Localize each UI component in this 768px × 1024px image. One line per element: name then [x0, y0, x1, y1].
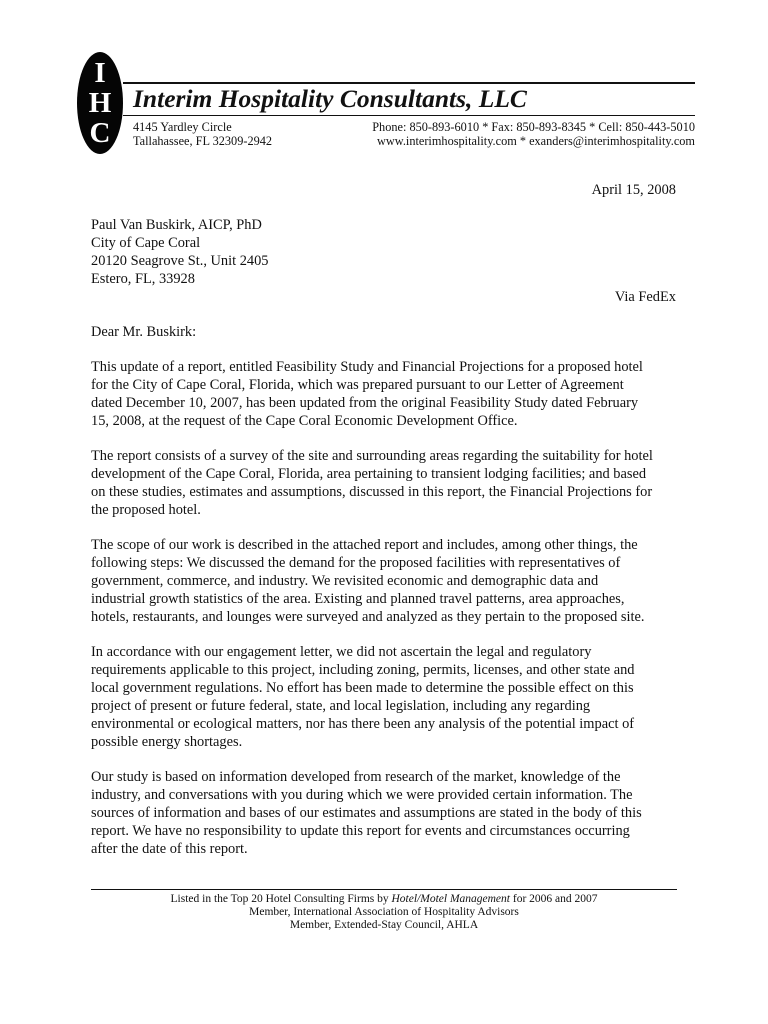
- header-bottom-rule: [123, 115, 695, 116]
- salutation: Dear Mr. Buskirk:: [91, 324, 197, 340]
- recipient-address: [91, 216, 691, 288]
- paragraph-line: following steps: We discussed the demand for the proposed facilities with representatives of: [91, 555, 621, 571]
- footer-ranking-prefix: Listed in the Top 20 Hotel Consulting Firms by: [170, 893, 392, 905]
- footer: [91, 893, 677, 932]
- contact-line-web: www.interimhospitality.com * exanders@interimhospitality.com: [376, 134, 695, 148]
- paragraph-line: Our study is based on information developed from research of the market, knowledge of the: [91, 769, 621, 785]
- address-line-1: 4145 Yardley Circle: [133, 120, 232, 134]
- paragraph-line: possible energy shortages.: [91, 734, 243, 750]
- paragraph-line: This update of a report, entitled Feasibility Study and Financial Projections for a proposed hotel: [91, 359, 643, 375]
- paragraph-line: local government regulations. No effort has been made to determine the possible effect on this: [91, 680, 634, 696]
- paragraph-line: industry, and conversations with you during which we were provided certain information. The: [91, 787, 633, 803]
- paragraph-line: project of present or future federal, state, and local legislation, including any regarding: [91, 698, 591, 714]
- paragraph-line: dated December 10, 2007, has been updated from the original Feasibility Study dated February: [91, 395, 639, 411]
- paragraph-line: industrial growth statistics of the area. Existing and planned travel patterns, area approaches,: [91, 591, 625, 607]
- address-line-2: Tallahassee, FL 32309-2942: [133, 134, 273, 148]
- footer-publication-name: Hotel/Motel Management: [391, 893, 510, 905]
- footer-line-membership-2: Member, Extended-Stay Council, AHLA: [289, 919, 479, 931]
- paragraph-line: sources of information and bases of our estimates and assumptions are stated in the body of this: [91, 805, 642, 821]
- recipient-line: City of Cape Coral: [91, 235, 201, 251]
- company-logo: [77, 52, 123, 154]
- paragraph-line: The scope of our work is described in the attached report and includes, among other things, the: [91, 537, 638, 553]
- contact-line-phone: Phone: 850-893-6010 * Fax: 850-893-8345 * Cell: 850-443-5010: [372, 120, 695, 134]
- letter-date: April 15, 2008: [591, 182, 676, 198]
- footer-line-ranking: [91, 893, 677, 906]
- body-paragraph-1: [91, 358, 691, 430]
- paragraph-line: for the City of Cape Coral, Florida, which was prepared pursuant to our Letter of Agreement: [91, 377, 624, 393]
- paragraph-line: hotels, restaurants, and lounges were surveyed and analyzed as they pertain to the proposed site.: [91, 609, 645, 625]
- recipient-line: Paul Van Buskirk, AICP, PhD: [91, 217, 262, 233]
- logo-letter-h: H: [88, 87, 112, 119]
- recipient-line: Estero, FL, 33928: [91, 271, 195, 287]
- paragraph-line: environmental or ecological matters, nor has there been any analysis of the potential impact of: [91, 716, 635, 732]
- paragraph-line: In accordance with our engagement letter, we did not ascertain the legal and regulatory: [91, 644, 592, 660]
- paragraph-line: on these studies, estimates and assumptions, discussed in this report, the Financial Projections for: [91, 484, 653, 500]
- paragraph-line: the proposed hotel.: [91, 502, 201, 518]
- paragraph-line: report. We have no responsibility to update this report for events and circumstances occurring: [91, 823, 630, 839]
- paragraph-line: development of the Cape Coral, Florida, area pertaining to transient lodging facilities; and based: [91, 466, 647, 482]
- paragraph-line: requirements applicable to this project, including zoning, permits, licenses, and other state and: [91, 662, 635, 678]
- delivery-method: Via FedEx: [614, 289, 676, 305]
- body-paragraph-5: [91, 768, 691, 858]
- footer-line-membership-1: Member, International Association of Hospitality Advisors: [249, 906, 519, 918]
- company-name: Interim Hospitality Consultants, LLC: [133, 84, 527, 113]
- logo-letter-i: I: [94, 57, 106, 89]
- body-paragraph-4: [91, 643, 691, 751]
- paragraph-line: after the date of this report.: [91, 841, 248, 857]
- logo-letter-c: C: [89, 117, 111, 149]
- recipient-line: 20120 Seagrove St., Unit 2405: [91, 253, 269, 269]
- body-paragraph-2: [91, 447, 691, 519]
- paragraph-line: 15, 2008, at the request of the Cape Coral Economic Development Office.: [91, 413, 518, 429]
- paragraph-line: The report consists of a survey of the site and surrounding areas regarding the suitability for hotel: [91, 448, 653, 464]
- footer-ranking-suffix: for 2006 and 2007: [509, 893, 598, 905]
- paragraph-line: government, commerce, and industry. We revisited economic and demographic data and: [91, 573, 599, 589]
- footer-rule: [91, 889, 677, 890]
- body-paragraph-3: [91, 536, 691, 626]
